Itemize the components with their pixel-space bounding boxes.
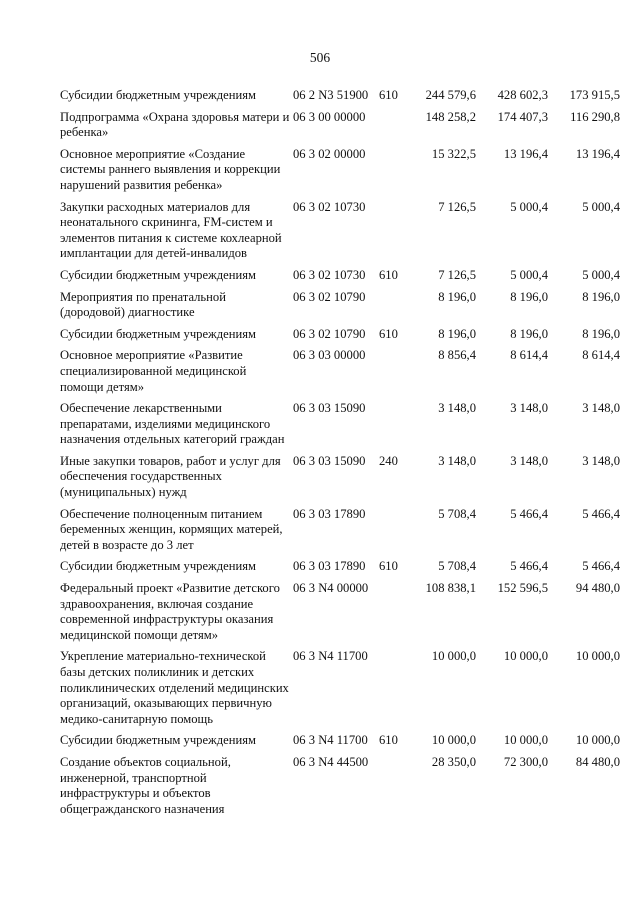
- item-name: Укрепление материально-технической базы детских поликлиник и детских поликлинических отделений медицинских организаций, оказывающих первичную медико-санитарную помощь: [60, 649, 289, 726]
- amount-year-2: 3 148,0: [510, 453, 548, 468]
- amount-year-2: 8 196,0: [510, 289, 548, 304]
- target-code: 06 3 02 00000: [293, 146, 366, 161]
- amount-year-1: 5 708,4: [438, 559, 476, 574]
- table-row: [60, 290, 620, 321]
- amount-year-2: 152 596,5: [497, 581, 548, 596]
- amount-year-3: 5 000,4: [582, 199, 620, 214]
- amount-year-3: 10 000,0: [575, 649, 620, 664]
- table-row: [60, 88, 620, 104]
- expense-type: 240: [379, 453, 398, 468]
- table-row: [60, 268, 620, 284]
- amount-year-2: 72 300,0: [503, 754, 548, 769]
- page-number: 506: [309, 50, 331, 65]
- item-name: Подпрограмма «Охрана здоровья матери и ребенка»: [60, 109, 290, 140]
- table-row: [60, 327, 620, 343]
- item-name: Субсидии бюджетным учреждениям: [60, 326, 256, 341]
- amount-year-2: 428 602,3: [497, 88, 548, 102]
- amount-year-1: 15 322,5: [431, 146, 476, 161]
- table-row: [60, 454, 620, 501]
- budget-table: [60, 88, 620, 823]
- target-code: 06 3 N4 11700: [293, 649, 368, 664]
- item-name: Мероприятия по пренатальной (дородовой) диагностике: [60, 289, 226, 320]
- amount-year-2: 10 000,0: [503, 733, 548, 748]
- amount-year-3: 84 480,0: [575, 754, 620, 769]
- item-name: Иные закупки товаров, работ и услуг для обеспечения государственных (муниципальных) нужд: [60, 453, 281, 500]
- table-row: [60, 200, 620, 262]
- amount-year-1: 8 856,4: [438, 348, 476, 363]
- expense-type: 610: [379, 326, 398, 341]
- target-code: 06 3 N4 00000: [293, 581, 369, 596]
- item-name: Обеспечение лекарственными препаратами, изделиями медицинского назначения отдельных категорий граждан: [60, 401, 285, 447]
- amount-year-3: 3 148,0: [582, 453, 620, 468]
- amount-year-1: 3 148,0: [438, 401, 476, 416]
- amount-year-1: 5 708,4: [438, 506, 476, 521]
- table-row: [60, 348, 620, 395]
- amount-year-2: 13 196,4: [503, 146, 548, 161]
- target-code: 06 3 03 15090: [293, 401, 366, 416]
- item-name: Закупки расходных материалов для неонатального скрининга, FM-систем и элементов питания к системе кохлеарной имплантации для детей-инвалидов: [60, 199, 282, 261]
- expense-type: 610: [379, 267, 398, 282]
- table-row: [60, 755, 620, 817]
- table-row: [60, 507, 620, 554]
- amount-year-3: 5 000,4: [582, 267, 620, 282]
- target-code: 06 3 03 00000: [293, 348, 366, 363]
- amount-year-1: 8 196,0: [438, 289, 476, 304]
- item-name: Обеспечение полноценным питанием беременных женщин, кормящих матерей, детей в возрасте до 3 лет: [60, 506, 283, 552]
- target-code: 06 3 03 17890: [293, 506, 366, 521]
- amount-year-3: 8 196,0: [582, 326, 620, 341]
- target-code: 06 3 03 17890: [293, 559, 366, 574]
- amount-year-1: 108 838,1: [425, 581, 476, 596]
- amount-year-3: 8 196,0: [582, 289, 620, 304]
- amount-year-1: 28 350,0: [431, 754, 476, 769]
- expense-type: 610: [379, 559, 398, 574]
- amount-year-2: 5 466,4: [510, 559, 548, 574]
- item-name: Основное мероприятие «Создание системы раннего выявления и коррекции нарушений развития ребенка»: [60, 146, 281, 192]
- item-name: Субсидии бюджетным учреждениям: [60, 559, 256, 574]
- target-code: 06 3 02 10730: [293, 267, 366, 282]
- target-code: 06 3 N4 44500: [293, 754, 369, 769]
- target-code: 06 3 02 10730: [293, 199, 366, 214]
- target-code: 06 3 00 00000: [293, 109, 366, 124]
- item-name: Субсидии бюджетным учреждениям: [60, 88, 256, 102]
- amount-year-3: 13 196,4: [575, 146, 620, 161]
- table-row: [60, 559, 620, 575]
- amount-year-2: 8 196,0: [510, 326, 548, 341]
- target-code: 06 3 03 15090: [293, 453, 366, 468]
- target-code: 06 3 02 10790: [293, 326, 366, 341]
- amount-year-1: 7 126,5: [438, 267, 476, 282]
- amount-year-3: 116 290,8: [570, 109, 620, 124]
- target-code: 06 3 02 10790: [293, 289, 366, 304]
- amount-year-1: 148 258,2: [425, 109, 476, 124]
- table-row: [60, 581, 620, 643]
- item-name: Субсидии бюджетным учреждениям: [60, 733, 256, 748]
- amount-year-3: 5 466,4: [582, 506, 620, 521]
- amount-year-1: 7 126,5: [438, 199, 476, 214]
- amount-year-1: 10 000,0: [431, 733, 476, 748]
- amount-year-2: 5 000,4: [510, 267, 548, 282]
- amount-year-2: 8 614,4: [510, 348, 548, 363]
- table-row: [60, 649, 620, 727]
- amount-year-1: 244 579,6: [425, 88, 476, 102]
- amount-year-2: 174 407,3: [497, 109, 548, 124]
- expense-type: 610: [379, 88, 398, 102]
- amount-year-1: 10 000,0: [431, 649, 476, 664]
- table-row: [60, 147, 620, 194]
- target-code: 06 3 N4 11700: [293, 733, 368, 748]
- amount-year-1: 3 148,0: [438, 453, 476, 468]
- expense-type: 610: [379, 733, 398, 748]
- item-name: Основное мероприятие «Развитие специализированной медицинской помощи детям»: [60, 348, 247, 394]
- amount-year-1: 8 196,0: [438, 326, 476, 341]
- table-row: [60, 110, 620, 141]
- table-row: [60, 733, 620, 749]
- item-name: Субсидии бюджетным учреждениям: [60, 267, 256, 282]
- amount-year-3: 94 480,0: [575, 581, 620, 596]
- table-row: [60, 401, 620, 448]
- amount-year-2: 5 000,4: [510, 199, 548, 214]
- amount-year-2: 10 000,0: [503, 649, 548, 664]
- amount-year-3: 10 000,0: [575, 733, 620, 748]
- item-name: Федеральный проект «Развитие детского здравоохранения, включая создание современной инфраструктуры оказания медицинской помощи детям»: [60, 581, 280, 642]
- amount-year-3: 8 614,4: [582, 348, 620, 363]
- target-code: 06 2 N3 51900: [293, 88, 369, 102]
- item-name: Создание объектов социальной, инженерной, транспортной инфраструктуры и объектов общегражданского назначения: [60, 754, 231, 816]
- amount-year-2: 5 466,4: [510, 506, 548, 521]
- amount-year-3: 5 466,4: [582, 559, 620, 574]
- amount-year-2: 3 148,0: [510, 401, 548, 416]
- amount-year-3: 3 148,0: [582, 401, 620, 416]
- amount-year-3: 173 915,5: [569, 88, 620, 102]
